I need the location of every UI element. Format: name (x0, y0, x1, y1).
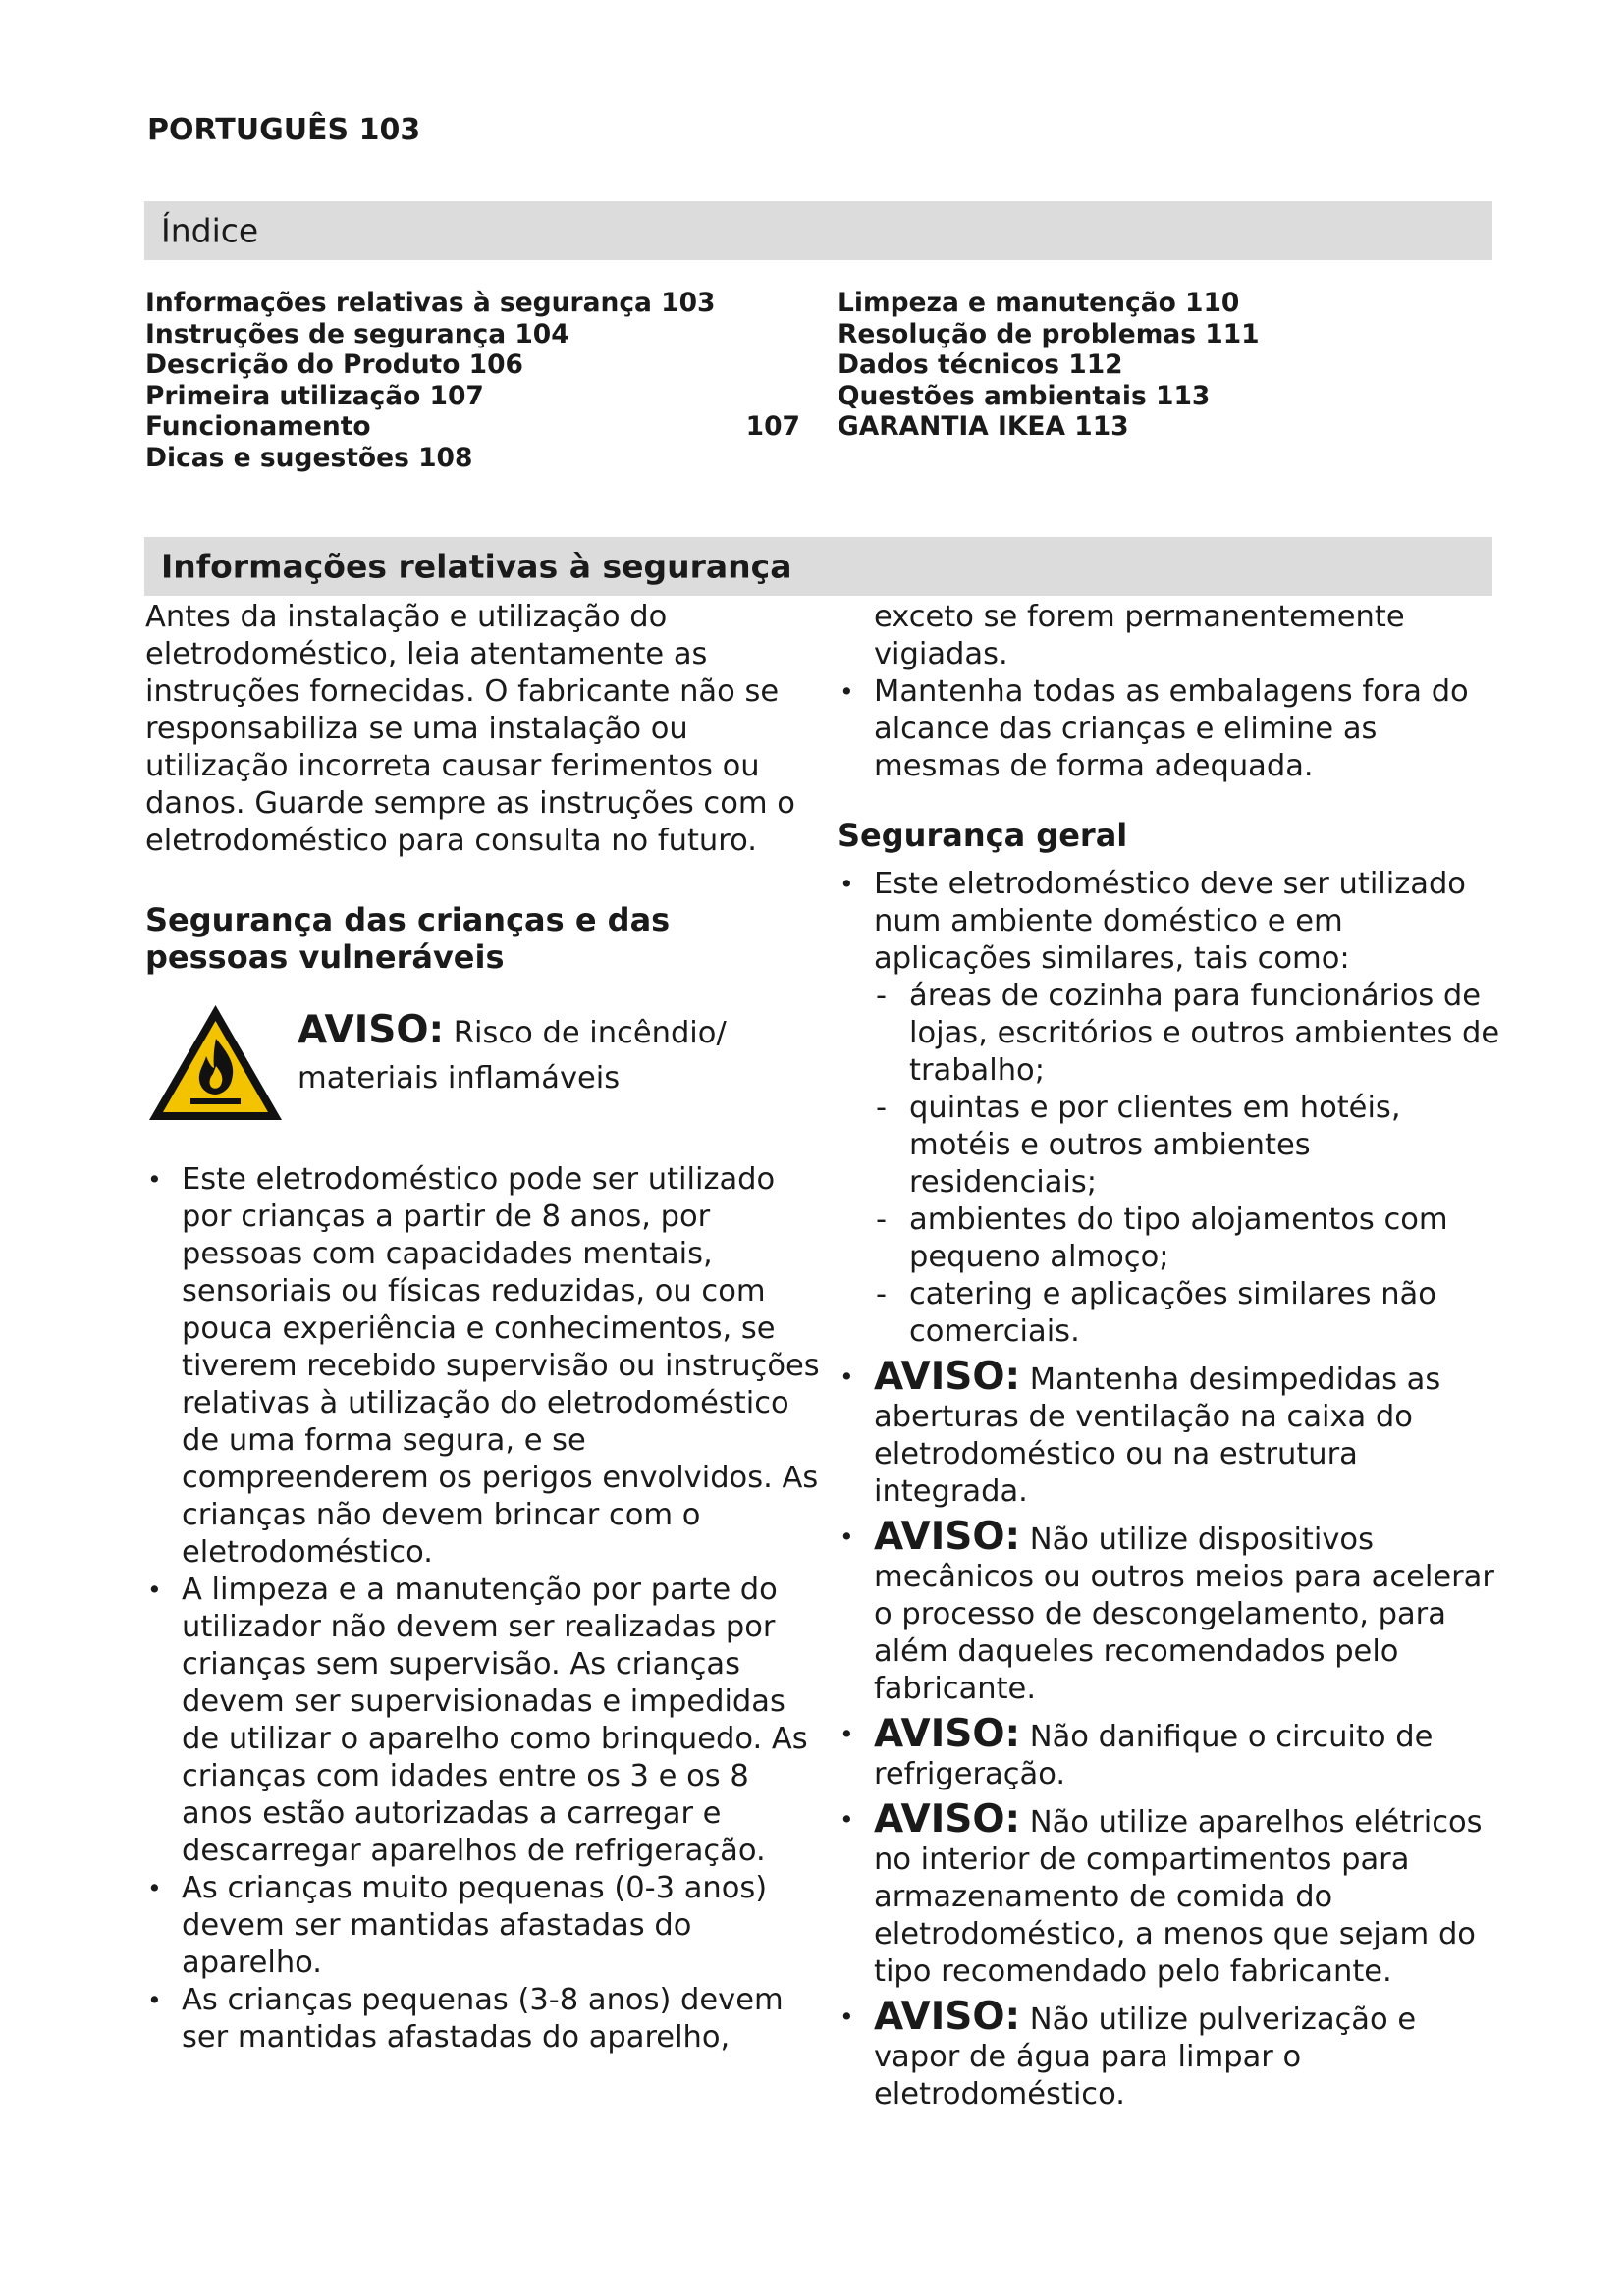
toc-entry[interactable]: Dados técnicos 112 (838, 349, 1123, 380)
list-item: • As crianças pequenas (3-8 anos) devem ser mantidas afastadas do aparelho, (145, 1982, 823, 2056)
toc-entry[interactable]: Instruções de segurança 104 (145, 318, 569, 349)
list-item: • Este eletrodoméstico pode ser utilizado por crianças a partir de 8 anos, por pessoas com capacidades mentais, sensoriais ou físicas reduzidas, ou com pouca experiência e conhecimentos, se tiverem recebido supervisão ou instruções relativas à utilização do eletrodoméstico de uma forma segura, e se compreenderem os perigos envolvidos. As crianças não devem brincar com o eletrodoméstico. (145, 1161, 823, 1572)
children-safety-heading: Segurança das crianças e das pessoas vulneráveis (145, 901, 671, 976)
aviso-keyword: AVISO: (874, 1355, 1021, 1399)
general-bullet-list (838, 866, 1505, 2113)
toc-entry[interactable]: Informações relativas à segurança 103 (145, 288, 716, 318)
aviso-keyword: AVISO: (298, 1008, 445, 1052)
list-item: • Mantenha todas as embalagens fora do alcance das crianças e elimine as mesmas de forma adequada. (838, 673, 1505, 785)
toc-entry[interactable]: Questões ambientais 113 (838, 380, 1211, 411)
aviso-text: Mantenha desimpedidas as aberturas de ventilação na caixa do eletrodoméstico ou na estrutura integrada. (874, 1362, 1441, 1509)
aviso-item (838, 1712, 1505, 1793)
toc-entry[interactable]: GARANTIA IKEA 113 (838, 411, 1129, 442)
aviso-keyword: AVISO: (874, 1995, 1021, 2039)
general-dash-list (874, 978, 1505, 1351)
aviso-keyword: AVISO: (874, 1797, 1021, 1842)
list-item: • As crianças muito pequenas (0-3 anos) devem ser mantidas afastadas do aparelho. (145, 1870, 823, 1982)
aviso-text: Não utilize pulverização e vapor de água para limpar o eletrodoméstico. (874, 2002, 1417, 2111)
left-text-column (145, 599, 823, 2056)
toc-entry[interactable]: Dicas e sugestões 108 (145, 442, 473, 473)
toc-title-band (144, 201, 1492, 260)
dash-item: - quintas e por clientes em hotéis, motéis e outros ambientes residenciais; (874, 1090, 1505, 1201)
safety-title-band (144, 537, 1492, 596)
page-header: PORTUGUÊS 103 (147, 113, 421, 147)
aviso-item (838, 1995, 1505, 2113)
general-intro-text: Este eletrodoméstico deve ser utilizado num ambiente doméstico e em aplicações similares, tais como: (874, 867, 1466, 976)
aviso-item (838, 1797, 1505, 1991)
toc-entry[interactable]: Primeira utilização 107 (145, 380, 484, 411)
toc-title: Índice (161, 211, 259, 250)
fire-warning-text (298, 1008, 823, 1101)
toc-left-column (145, 288, 800, 473)
children-bullet-list (145, 1161, 823, 2056)
toc-entry-funcionamento[interactable] (145, 411, 800, 443)
toc-entry[interactable]: Resolução de problemas 111 (838, 318, 1260, 349)
packaging-bullet-list (838, 673, 1505, 785)
continued-text: exceto se forem permanentemente vigiadas. (874, 600, 1405, 671)
safety-section-title: Informações relativas à segurança (161, 547, 792, 586)
dash-item: - catering e aplicações similares não comerciais. (874, 1276, 1505, 1351)
aviso-item (838, 1355, 1505, 1511)
dash-item: - ambientes do tipo alojamentos com pequeno almoço; (874, 1201, 1505, 1276)
aviso-text: Não danifique o circuito de refrigeração. (874, 1720, 1434, 1791)
intro-paragraph: Antes da instalação e utilização do eletrodoméstico, leia atentamente as instruções fornecidas. O fabricante não se responsabiliza se uma instalação ou utilização incorreta causar ferimentos ou danos. Guarde sempre as instruções com o eletrodoméstico para consulta no futuro. (145, 600, 795, 858)
fire-warning-box (145, 1001, 823, 1124)
aviso-text: Não utilize dispositivos mecânicos ou outros meios para acelerar o processo de descongelamento, para além daqueles recomendados pelo fabricante. (874, 1522, 1494, 1706)
toc-entry-label: Funcionamento (145, 411, 371, 442)
list-item: • A limpeza e a manutenção por parte do utilizador não devem ser realizadas por crianças sem supervisão. As crianças devem ser supervisionadas e impedidas de utilizar o aparelho como brinquedo. As crianças com idades entre os 3 e os 8 anos estão autorizadas a carregar e descarregar aparelhos de refrigeração. (145, 1572, 823, 1870)
toc-entry[interactable]: Descrição do Produto 106 (145, 349, 523, 380)
list-item (838, 866, 1505, 1351)
toc-entry-page: 107 (745, 411, 800, 442)
aviso-keyword: AVISO: (874, 1712, 1021, 1756)
toc-right-column (838, 288, 1427, 443)
flammable-warning-icon (145, 1001, 286, 1124)
aviso-item (838, 1515, 1505, 1708)
dash-item: - áreas de cozinha para funcionários de lojas, escritórios e outros ambientes de trabalho; (874, 978, 1505, 1090)
aviso-keyword: AVISO: (874, 1515, 1021, 1559)
general-safety-heading: Segurança geral (838, 817, 1128, 854)
aviso-text: Não utilize aparelhos elétricos no interior de compartimentos para armazenamento de comida do eletrodoméstico, a menos que sejam do tipo recomendado pelo fabricante. (874, 1805, 1483, 1989)
right-text-column (838, 599, 1505, 2113)
fire-warning-description: Risco de incêndio/ materiais inflamáveis (298, 1016, 727, 1095)
toc-entry[interactable]: Limpeza e manutenção 110 (838, 288, 1240, 318)
